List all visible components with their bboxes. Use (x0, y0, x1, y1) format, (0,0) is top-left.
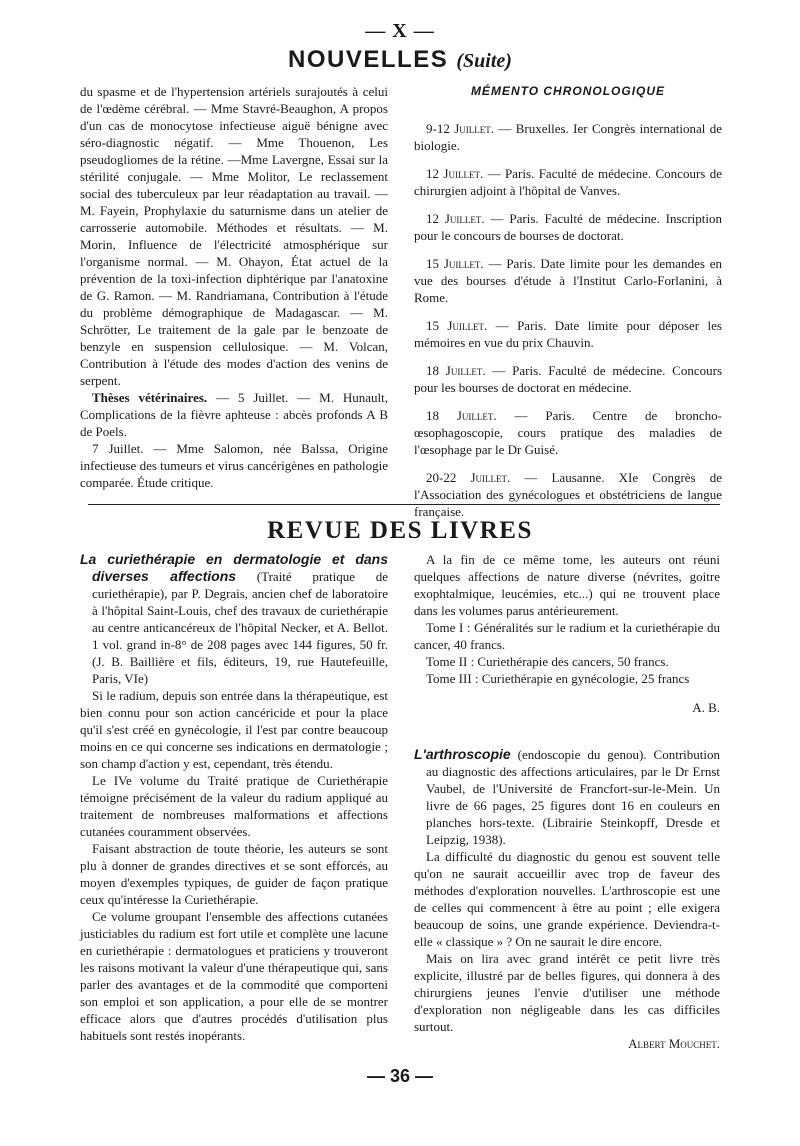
book1-tome-line: Tome III : Curiethérapie en gynécologie, 25 francs (426, 671, 690, 686)
theses-7-juillet-paragraph: 7 Juillet. — Mme Salomon, née Balssa, Origine infectieuse des tumeurs et virus cancérigènes en pathologie comparée. Étude critique. (80, 441, 388, 490)
memento-entry-text: — Paris. Centre de broncho-œsophagoscopie, cours pratique des maladies de l'œsophage par le Dr Guisé. (414, 408, 723, 457)
book1-left-column (80, 551, 388, 1044)
memento-entry (414, 210, 722, 244)
section-divider (88, 504, 720, 505)
memento-entry-date: 18 Juillet. (426, 408, 497, 423)
spacer (414, 716, 720, 746)
section-title-text: NOUVELLES (288, 46, 449, 73)
memento-entry-text: — Paris. Faculté de médecine. Concours de chirurgien adjoint à l'hôpital de Vanves. (414, 166, 723, 198)
page-number: — 36 — (366, 1066, 434, 1086)
theses-veterinaires-paragraph (80, 389, 388, 440)
memento-title: MÉMENTO CHRONOLOGIQUE (470, 84, 666, 98)
book2-signature: Albert Mouchet. (628, 1036, 720, 1051)
book1-tome-line: Tome II : Curiethérapie des cancers, 50 francs. (426, 654, 669, 669)
book1-tome-line: Tome I : Généralités sur le radium et la curiethérapie du cancer, 40 francs. (414, 620, 720, 652)
memento-entry-date: 15 Juillet. (426, 256, 484, 271)
book1-reference: (Traité pratique de curiethérapie), par P. Degrais, ancien chef de laboratoire à l'hôpital Saint-Louis, chef des travaux de curiethérapie au centre anticancéreux de l'hôpital Necker, et A. Bellot. 1 vol. grand in-8° de 208 pages avec 144 figures, 50 fr. (J. B. Baillière et fils, éditeurs, 19, rue Hautefeuille, Paris, VIe) (92, 569, 388, 686)
book2-heading (414, 746, 720, 848)
memento-entry-date: 15 Juillet. (426, 318, 488, 333)
book1-signature: A. B. (692, 700, 720, 715)
book2-paragraph-2: Mais on lira avec grand intérêt ce petit livre très explicite, illustré par de belles figures, qui donnera à des chirurgiens jeunes l'envie d'utiliser une méthode d'exploration non négligeable dans les cas difficiles surtout. (414, 951, 720, 1034)
memento-column (414, 83, 722, 531)
memento-entry (414, 317, 722, 351)
section-title (0, 46, 800, 74)
book2-title: L'arthroscopie (414, 746, 511, 762)
book2-reference: (endoscopie du genou). Contribution au diagnostic des affections articulaires, par le Dr Ernst Vaubel, de l'Université de Francfort-sur-le-Mein. Un livre de 66 pages, 25 figures dont 16 en couleurs en planches hors-texte. (Librairie Steinkopff, Dresde et Leipzig, 1938). (426, 747, 720, 847)
memento-entry-text: — Paris. Faculté de médecine. Inscription pour le concours de bourses de doctorat. (414, 211, 723, 243)
theses-veterinaires-text: — 5 Juillet. — M. Hunault, Complications de la fièvre aphteuse : abcès profonds A B de Poels. (80, 390, 388, 439)
memento-entry-text: — Paris. Date limite pour les demandes en vue des bourses d'étude à l'Institut Carlo-Forlanini, à Rome. (414, 256, 723, 305)
memento-entry (414, 120, 722, 154)
revue-des-livres-title: REVUE DES LIVRES (267, 517, 533, 544)
memento-entry-date: 18 Juillet. (426, 363, 486, 378)
nouvelles-left-column (80, 83, 388, 491)
memento-entry (414, 469, 722, 520)
book2-right-column (414, 551, 720, 1052)
memento-entry (414, 165, 722, 199)
roman-page-marker: — X — (365, 20, 435, 42)
book1-heading (80, 551, 388, 687)
book1-paragraph-4: Ce volume groupant l'ensemble des affections cutanées justiciables du radium est fort utile et complète une lacune en curiethérapie : dermatologues et praticiens y trouveront les raisons motivant la valeur d'une thérapeutique qui, sans parler des avantages et de la commodité que comporteni son emploi et son application, a pour elle de se montrer efficace alors que d'autres procédés d'utilisation plus habituels sont restés inopérants. (80, 909, 388, 1043)
memento-entry-text: — Paris. Date limite pour déposer les mémoires en vue du prix Chauvin. (414, 318, 722, 350)
book1-paragraph-5: A la fin de ce même tome, les auteurs ont réuni quelques affections de nature diverse (névrites, goitre exophtalmique, leucémies, etc...) qui ne trouvent place dans les volumes parus antérieurement. (414, 552, 720, 618)
book1-paragraph-2: Le IVe volume du Traité pratique de Curiethérapie témoigne précisément de la valeur du radium appliqué au traitement de nombreuses malformations et affections cutanées couramment observées. (80, 773, 388, 839)
memento-entry (414, 255, 722, 306)
book1-paragraph-1: Si le radium, depuis son entrée dans la thérapeutique, est bien connu pour son action cancéricide et pour la place qu'il s'est créé en gynécologie, il l'est par contre beaucoup moins en ce qui concerne ses indications en dermatologie ; son champ d'action y est, cependant, très étendu. (80, 688, 388, 771)
memento-entry (414, 407, 722, 458)
spacer (414, 687, 720, 699)
memento-entry-text: — Bruxelles. Ier Congrès international de biologie. (414, 121, 722, 153)
section-title-suite: (Suite) (456, 50, 512, 72)
memento-entry-text: — Lausanne. XIe Congrès de l'Association des gynécologues et obstétriciens de langue française. (414, 470, 722, 519)
memento-entry-text: — Paris. Faculté de médecine. Concours pour les bourses de doctorat en médecine. (414, 363, 723, 395)
book1-paragraph-3: Faisant abstraction de toute théorie, les auteurs se sont plu à donner de grandes directives et se sont efforcés, au moyen d'exemples typiques, de guider de façon pratique ceux qu'intéresse la Curiethérapie. (80, 841, 388, 907)
book1-title: La curiethérapie en dermatologie et dans diverses affections (80, 551, 388, 584)
memento-entry (414, 362, 722, 396)
memento-entry-date: 12 Juillet. (426, 211, 485, 226)
theses-list-paragraph: du spasme et de l'hypertension artériels surajoutés à celui de l'œdème cérébral. — Mme Stavré-Beaughon, A propos d'un cas de monocytose infectieuse aiguë bénigne avec séro-diagnostic négatif. — Mme Thouenon, Les pseudogliomes de la rétine. —Mme Lavergne, Essai sur la stérilité conjugale. — Mme Molitor, Le reclassement social des tuberculeux par leur réadaptation au travail. — M. Fayein, Prophylaxie du saturnisme dans un atelier de carrosserie automobile. Méthodes et résultats. — M. Morin, Influence de l'électricité atmosphérique sur l'organisme normal. — M. Ohayon, État actuel de la prévention de la toxi-infection diphtérique par l'anatoxine de G. Ramon. — M. Randriamana, Contribution à l'étude du problème démographique de Madagascar. — M. Schrötter, Le traitement de la gale par le benzoate de benzyle en suspension cellulosique. — M. Volcan, Contribution à l'étude des modes d'action des venins de serpent. (80, 84, 388, 388)
book2-paragraph-1: La difficulté du diagnostic du genou est souvent telle qu'on ne saurait accueillir avec trop de faveur des méthodes d'exploration nouvelles. L'arthroscopie est une de celles qui commencent à être au point ; elle exigera beaucoup de soins, une grande expérience. Deviendra-t-elle « classique » ? On ne saurait le dire encore. (414, 849, 720, 949)
memento-entry-date: 12 Juillet. (426, 166, 484, 181)
memento-entry-date: 20-22 Juillet. (426, 470, 511, 485)
theses-veterinaires-label: Thèses vétérinaires. (92, 390, 208, 405)
memento-entry-date: 9-12 Juillet. (426, 121, 494, 136)
